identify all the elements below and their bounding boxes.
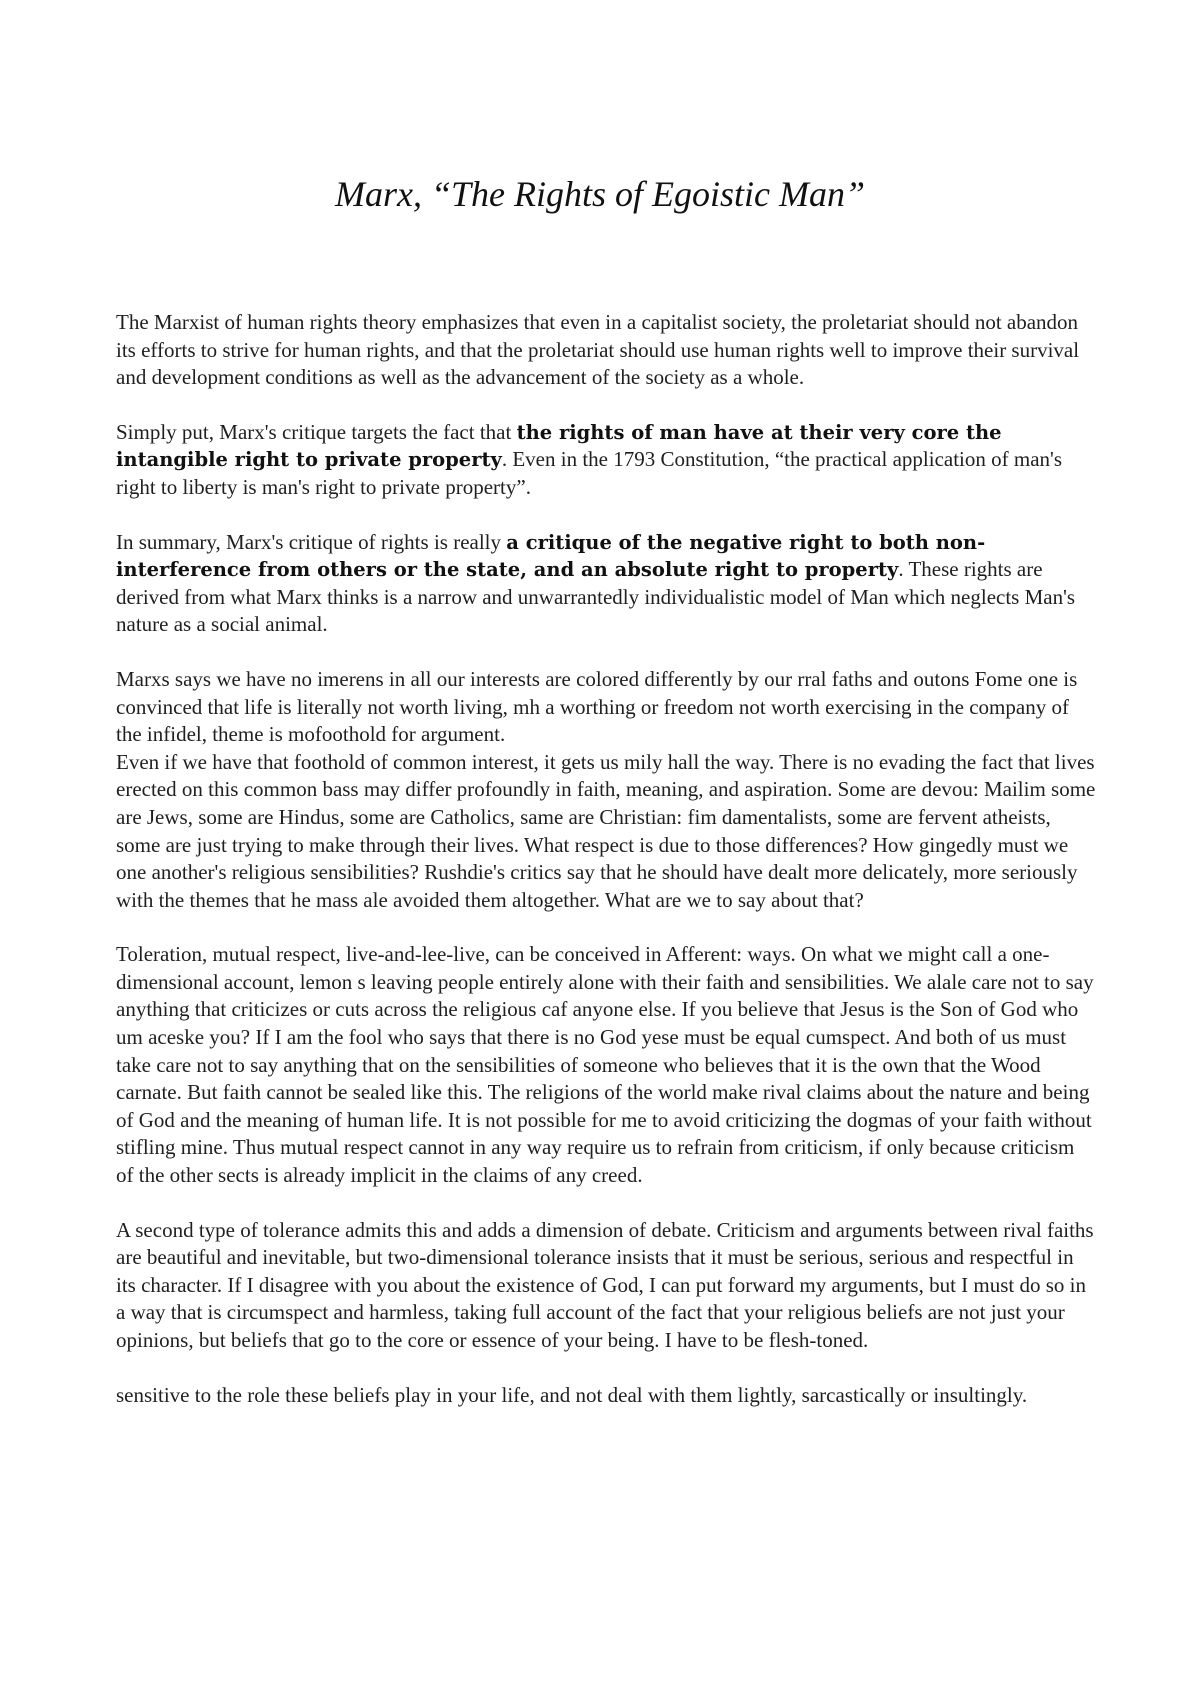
- paragraph-text: The Marxist of human rights theory emphasizes that even in a capitalist society, the proletariat should not abandon its efforts to strive for human rights, and that the proletariat should use human rights well to improve their survival and development conditions as well as the advancement of the society as a whole.: [116, 310, 1080, 390]
- bold-emphasis: the rights of man have at their very core the intangible right to private property: [116, 420, 1002, 472]
- document-title: Marx, “The Rights of Egoistic Man”: [335, 174, 865, 214]
- paragraph-second-type: [116, 1217, 1096, 1355]
- paragraph-sensitive: [116, 1382, 1096, 1410]
- paragraph-text: sensitive to the role these beliefs play in your life, and not deal with them lightly, sarcastically or insultingly.: [116, 1382, 1028, 1407]
- paragraph-summary: [116, 529, 1096, 639]
- paragraph-toleration: [116, 941, 1096, 1189]
- paragraph-text: A second type of tolerance admits this and adds a dimension of debate. Criticism and arguments between rival faiths are beautiful and inevitable, but two-dimensional tolerance insists that it must be serious, serious and respectful in its character. If I disagree with you about the existence of God, I can put forward my arguments, but I must do so in a way that is circumspect and harmless, taking full account of the fact that your religious beliefs are not just your opinions, but beliefs that go to the core or essence of your being. I have to be flesh-toned.: [116, 1217, 1094, 1352]
- paragraph-common-interest: [116, 749, 1096, 915]
- paragraph-text: Marxs says we have no imerens in all our interests are colored differently by our rral faths and outons Fome one is convinced that life is literally not worth living, mh a worthing or freedom not worth exercising in the company of the infidel, theme is mofoothold for argument.: [116, 666, 1078, 747]
- paragraph-text: . Even in the 1793 Constitution, “the practical application of man's right to liberty is man's right to private property”.: [116, 447, 1062, 499]
- bold-emphasis: a critique of the negative right to both non-interference from others or the state, and an absolute right to property: [116, 530, 986, 582]
- paragraph-text: . These rights are derived from what Marx thinks is a narrow and unwarrantedly individualistic model of Man which neglects Man's nature as a social animal.: [116, 557, 1076, 637]
- paragraph-intro: [116, 309, 1096, 392]
- paragraph-text: Simply put, Marx's critique targets the fact that: [116, 419, 517, 444]
- paragraph-text: In summary, Marx's critique of rights is really: [116, 529, 507, 554]
- document-body: [116, 309, 1096, 1409]
- paragraph-private-property: [116, 419, 1096, 502]
- paragraph-text: Toleration, mutual respect, live-and-lee-live, can be conceived in Afferent: ways. On what we might call a one-dimensional account, lemon s leaving people entirely alone with their faith and sensibilities. We alale care not to say anything that criticizes or cuts across the religious caf anyone else. If you believe that Jesus is the Son of God who um aceske you? If I am the fool who says that there is no God yese must be equal cumspect. And both of us must take care not to say anything that on the sensibilities of someone who believes that it is the own that the Wood carnate. But faith cannot be sealed like this. The religions of the world make rival claims about the nature and being of God and the meaning of human life. It is not possible for me to avoid criticizing the dogmas of your faith without stifling mine. Thus mutual respect cannot in any way require us to refrain from criticism, if only because criticism of the other sects is already implicit in the claims of any creed.: [116, 942, 1094, 1188]
- paragraph-text: Even if we have that foothold of common interest, it gets us mily hall the way. There is no evading the fact that lives erected on this common bass may differ profoundly in faith, meaning, and aspiration. Some are devou: Mailim some are Jews, some are Hindus, some are Catholics, same are Christian: fim damentalists, some are fervent atheists, some are just trying to make through their lives. What respect is due to those differences? How gingedly must we one another's religious sensibilities? Rushdie's critics say that he should have dealt more delicately, more seriously with the themes that he mass ale avoided them altogether. What are we to say about that?: [116, 749, 1096, 912]
- paragraph-marx-says: [116, 666, 1096, 749]
